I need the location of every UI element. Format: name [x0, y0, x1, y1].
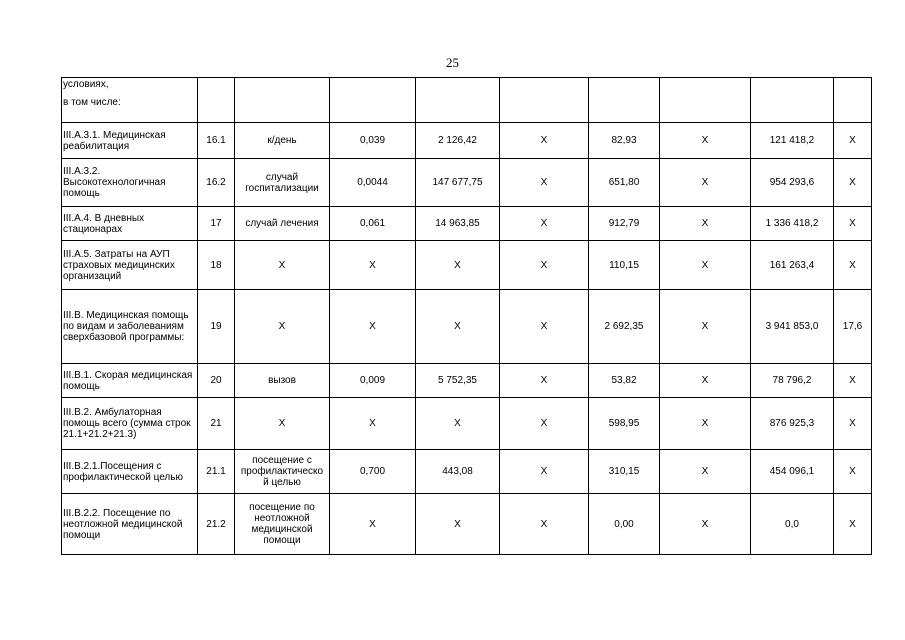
cell-cost: 14 963,85	[416, 207, 500, 241]
cell-col7: Х	[660, 241, 751, 290]
cell-col8: 3 941 853,0	[751, 290, 834, 364]
cell-code: 20	[198, 364, 235, 398]
cell-volume	[330, 78, 416, 123]
cell-col9: Х	[834, 241, 872, 290]
cell-col5: Х	[500, 364, 589, 398]
cell-code: 16.2	[198, 159, 235, 207]
row-name-cell: III.А.4. В дневных стационарах	[62, 207, 198, 241]
cell-col5	[500, 78, 589, 123]
cell-col9: Х	[834, 159, 872, 207]
cell-col7	[660, 78, 751, 123]
cell-col8: 454 096,1	[751, 450, 834, 494]
cell-cost: Х	[416, 290, 500, 364]
cell-col5: Х	[500, 450, 589, 494]
cell-col7: Х	[660, 494, 751, 555]
page-number: 25	[446, 55, 459, 70]
row-name-cell: III.А.3.2. Высокотехнологичная помощь	[62, 159, 198, 207]
cell-col8: 78 796,2	[751, 364, 834, 398]
cell-volume: 0,700	[330, 450, 416, 494]
cell-col5: Х	[500, 207, 589, 241]
cell-unit: к/день	[235, 123, 330, 159]
table-row	[62, 78, 872, 123]
cell-col8: 0,0	[751, 494, 834, 555]
data-table	[61, 77, 872, 555]
cell-volume: 0,061	[330, 207, 416, 241]
cell-col6: 2 692,35	[589, 290, 660, 364]
cell-col6	[589, 78, 660, 123]
table-row	[62, 398, 872, 450]
row-name-cell: III.А.5. Затраты на АУП страховых медицинских организаций	[62, 241, 198, 290]
cell-volume: Х	[330, 398, 416, 450]
table-row	[62, 494, 872, 555]
cell-col9: Х	[834, 450, 872, 494]
cell-col7: Х	[660, 398, 751, 450]
cell-col7: Х	[660, 159, 751, 207]
row-name-cell: III.В.2.2. Посещение по неотложной медицинской помощи	[62, 494, 198, 555]
table-row	[62, 159, 872, 207]
table-row	[62, 290, 872, 364]
cell-volume: 0,039	[330, 123, 416, 159]
cell-cost: Х	[416, 398, 500, 450]
cell-unit: посещение с профилактическо й целью	[235, 450, 330, 494]
cell-col9: Х	[834, 364, 872, 398]
row-name-cell: III.А.3.1. Медицинская реабилитация	[62, 123, 198, 159]
cell-code: 21	[198, 398, 235, 450]
cell-unit: посещение по неотложной медицинской помощи	[235, 494, 330, 555]
cell-volume: Х	[330, 494, 416, 555]
cell-unit: Х	[235, 241, 330, 290]
cell-col7: Х	[660, 364, 751, 398]
cell-unit: случай лечения	[235, 207, 330, 241]
cell-code: 21.2	[198, 494, 235, 555]
cell-volume: 0,0044	[330, 159, 416, 207]
cell-volume: Х	[330, 290, 416, 364]
row-name-cell: III.В.1. Скорая медицинская помощь	[62, 364, 198, 398]
cell-col9: Х	[834, 123, 872, 159]
cell-col5: Х	[500, 159, 589, 207]
cell-cost: Х	[416, 494, 500, 555]
cell-volume: Х	[330, 241, 416, 290]
cell-code: 21.1	[198, 450, 235, 494]
cell-cost: 147 677,75	[416, 159, 500, 207]
row-name-cell: условиях, в том числе:	[62, 78, 198, 123]
cell-col6: 651,80	[589, 159, 660, 207]
cell-col8: 1 336 418,2	[751, 207, 834, 241]
cell-col6: 110,15	[589, 241, 660, 290]
cell-col5: Х	[500, 241, 589, 290]
row-name-cell: III.В.2.1.Посещения с профилактической целью	[62, 450, 198, 494]
cell-col5: Х	[500, 123, 589, 159]
cell-code: 17	[198, 207, 235, 241]
cell-cost: 443,08	[416, 450, 500, 494]
cell-col6: 912,79	[589, 207, 660, 241]
cell-code: 18	[198, 241, 235, 290]
cell-col7: Х	[660, 450, 751, 494]
cell-col5: Х	[500, 494, 589, 555]
cell-col7: Х	[660, 290, 751, 364]
cell-code	[198, 78, 235, 123]
cell-code: 16.1	[198, 123, 235, 159]
cell-unit: вызов	[235, 364, 330, 398]
cell-col8	[751, 78, 834, 123]
cell-cost: 5 752,35	[416, 364, 500, 398]
cell-unit: случай госпитализации	[235, 159, 330, 207]
cell-col9: Х	[834, 398, 872, 450]
cell-col9: Х	[834, 494, 872, 555]
cell-cost: Х	[416, 241, 500, 290]
cell-col8: 876 925,3	[751, 398, 834, 450]
cell-col5: Х	[500, 398, 589, 450]
table-row	[62, 207, 872, 241]
cell-cost: 2 126,42	[416, 123, 500, 159]
cell-col9	[834, 78, 872, 123]
cell-col8: 161 263,4	[751, 241, 834, 290]
cell-col9: Х	[834, 207, 872, 241]
row-name-cell: III.В. Медицинская помощь по видам и заболеваниям сверхбазовой программы:	[62, 290, 198, 364]
cell-col5: Х	[500, 290, 589, 364]
cell-col8: 121 418,2	[751, 123, 834, 159]
table-row	[62, 450, 872, 494]
cell-cost	[416, 78, 500, 123]
cell-col9: 17,6	[834, 290, 872, 364]
cell-unit: Х	[235, 398, 330, 450]
cell-col7: Х	[660, 207, 751, 241]
cell-col6: 310,15	[589, 450, 660, 494]
row-name-cell: III.В.2. Амбулаторная помощь всего (сумма строк 21.1+21.2+21.3)	[62, 398, 198, 450]
cell-col7: Х	[660, 123, 751, 159]
table-row	[62, 123, 872, 159]
cell-code: 19	[198, 290, 235, 364]
cell-col8: 954 293,6	[751, 159, 834, 207]
table-row	[62, 364, 872, 398]
table-row	[62, 241, 872, 290]
cell-col6: 0,00	[589, 494, 660, 555]
cell-unit	[235, 78, 330, 123]
cell-volume: 0,009	[330, 364, 416, 398]
cell-col6: 53,82	[589, 364, 660, 398]
cell-col6: 598,95	[589, 398, 660, 450]
cell-unit: Х	[235, 290, 330, 364]
cell-col6: 82,93	[589, 123, 660, 159]
